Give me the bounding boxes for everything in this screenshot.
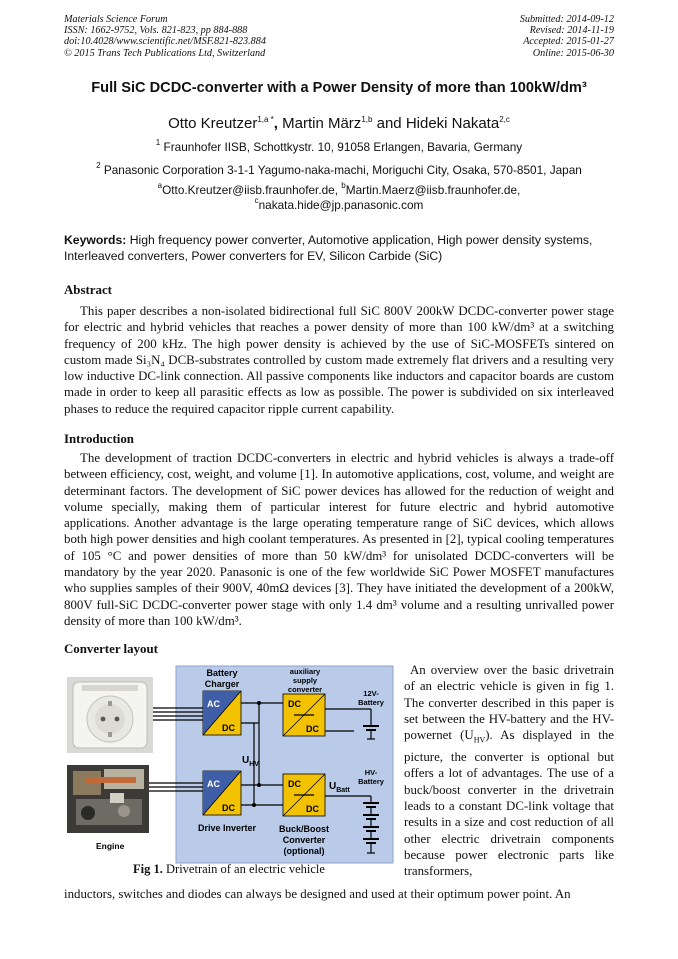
accepted-date: Accepted: 2015-01-27 <box>523 36 614 48</box>
author-name: Martin März <box>282 115 362 132</box>
converter-layout-heading: Converter layout <box>64 642 158 656</box>
dc-label: DC <box>306 724 319 734</box>
email-mark: c <box>254 196 259 205</box>
junction-dot <box>257 701 261 705</box>
battery-12v-label: 12V- <box>363 689 379 698</box>
aux-converter-label: converter <box>287 685 323 694</box>
abstract-body: This paper describes a non-isolated bidirectional full SiC 800V 200kW DCDC-converter power stage for electric and hybrid vehicles that reaches a power density of more than 100 kW/dm³ at a switching frequency of 200 kHz. The high power density is achieved by the use of SiC-MOSFETs sintered on custom made Si₃N₄ DCB-substrates controlled by custom made extremely flat drivers and a resulting very low inductive DC-link connection. All passive components like inductors and capacitor boards are custom made in order to keep all parasitic effects as low as possible. The power is subdivided on six interleaved phases to reduce the required capacitor ripple current capability. <box>64 304 614 416</box>
uhv-subscript: HV <box>249 761 259 768</box>
drive-inverter-label: Drive Inverter <box>197 823 257 833</box>
junction-dot <box>257 783 261 787</box>
affil-text: Panasonic Corporation 3-1-1 Yagumo-naka-machi, Moriguchi City, Osaka, 570-8501, Japan <box>100 163 582 177</box>
keywords <box>64 232 614 264</box>
buck-boost-label: Converter <box>282 835 326 845</box>
affil-number: 2 <box>96 161 101 170</box>
converter-layout-body <box>404 662 614 879</box>
engine-label: Engine <box>96 841 125 851</box>
ac-label: AC <box>207 699 220 709</box>
affiliation-2 <box>0 161 678 177</box>
author-name: Hideki Nakata <box>405 115 500 132</box>
introduction-heading: Introduction <box>64 432 134 446</box>
paper-title: Full SiC DCDC-converter with a Power Density of more than 100kW/dm³ <box>91 80 587 96</box>
converter-layout-continuation: inductors, switches and diodes can always be designed and used at their optimum power point. An <box>64 887 571 901</box>
aux-converter-label: supply <box>292 676 318 685</box>
buck-boost-label: Buck/Boost <box>278 824 330 834</box>
revised-date: Revised: 2014-11-19 <box>529 25 614 37</box>
figure-caption-label: Fig 1. <box>133 862 163 876</box>
submission-dates <box>520 14 614 59</box>
doi-line: doi:10.4028/www.scientific.net/MSF.821-823.884 <box>64 36 266 48</box>
affil-text: Fraunhofer IISB, Schottkystr. 10, 91058 Erlangen, Bavaria, Germany <box>160 140 523 154</box>
email-address: Otto.Kreutzer@iisb.fraunhofer.de, <box>162 183 342 197</box>
author-affil-mark: 2,c <box>499 115 510 124</box>
drivetrain-figure <box>64 663 394 878</box>
ubatt-symbol: U <box>329 781 337 792</box>
battery-12v-label: Battery <box>358 698 384 707</box>
copyright-line: © 2015 Trans Tech Publications Ltd, Switzerland <box>64 47 266 59</box>
issn-line: ISSN: 1662-9752, Vols. 821-823, pp 884-888 <box>64 25 248 37</box>
dc-label: DC <box>222 803 235 813</box>
body-text: An overview over the basic drivetrain of an electric vehicle is given in fig 1. The converter described in this paper is set between the HV-battery and the HV-powernet (U <box>404 663 614 743</box>
dc-label: DC <box>222 723 235 733</box>
power-socket-image <box>67 677 153 753</box>
author-name: Otto Kreutzer <box>168 115 258 132</box>
dc-label: DC <box>288 699 301 709</box>
abstract-heading: Abstract <box>64 283 112 297</box>
keywords-label: Keywords: <box>64 233 127 247</box>
dc-label: DC <box>306 804 319 814</box>
email-line-2 <box>0 196 678 212</box>
battery-charger-label: Charger <box>204 679 240 689</box>
body-text: ). As displayed in the picture, the converter is optional but offers a lot of advantages. The use of a buck/boost converter in the drivetrain leads to a constant DC-link voltage that results in a size and cost reduction of all other electric drivetrain components because power electronic parts like transformers, <box>404 728 614 879</box>
email-address: nakata.hide@jp.panasonic.com <box>258 198 424 212</box>
author-separator: , <box>273 115 283 132</box>
uhv-symbol: U <box>242 755 250 766</box>
buck-boost-label: (optional) <box>283 846 325 856</box>
affil-number: 1 <box>155 138 161 147</box>
online-date: Online: 2015-06-30 <box>532 47 614 59</box>
figure-caption <box>64 862 394 877</box>
dc-label: DC <box>288 779 301 789</box>
ac-label: AC <box>207 779 220 789</box>
engine-image <box>67 765 149 833</box>
journal-info <box>64 14 266 59</box>
email-line-1 <box>0 181 678 197</box>
author-separator: and <box>372 115 406 132</box>
author-list <box>0 115 678 132</box>
junction-dot <box>252 803 256 807</box>
author-affil-mark: 1,a * <box>257 115 274 124</box>
ubatt-subscript: Batt <box>336 787 350 794</box>
email-mark: b <box>341 181 346 190</box>
affiliation-1 <box>0 138 678 154</box>
hv-battery-label: Battery <box>358 777 384 786</box>
journal-name: Materials Science Forum <box>64 14 168 25</box>
email-address: Martin.Maerz@iisb.fraunhofer.de, <box>345 183 521 197</box>
figure-caption-text: Drivetrain of an electric vehicle <box>162 862 325 876</box>
battery-charger-label: Battery <box>206 668 238 678</box>
hv-battery-label: HV- <box>364 768 378 777</box>
author-affil-mark: 1,b <box>361 115 373 124</box>
keywords-text: High frequency power converter, Automotive application, High power density systems, Interleaved converters, Power converters for EV, Silicon Carbide (SiC) <box>64 233 593 263</box>
body-subscript: HV <box>473 735 486 745</box>
email-mark: a <box>157 181 163 190</box>
introduction-body: The development of traction DCDC-converters in electric and hybrid vehicles is always a trade-off between efficiency, cost, weight, and volume [1]. In automotive applications, cost, volume, and weight are determinant factors. The development of SiC power devices has allowed for the reduction of weight and volume specially, making them of particular interest for future electric and hybrid automotive applications. Another advantage is the large operating temperature range of SiC devices, which allows both high power densities and high coolant temperatures. As presented in [2], typical cooling temperatures of 105 °C and power densities of more than 50 kW/dm³ for unisolated DCDC-converters will be mandatory by the year 2020. Panasonic is one of the few worldwide SiC Power MOSFET manufactures who supplies samples of their 900V, 40mΩ devices [3]. They have initiated the development of a 200kW, 800V full-SiC DCDC-converter power stage with only 1.4 dm³ volume and a resulting unrivalled power density of more than 100 kW/dm³. <box>64 451 614 628</box>
submitted-date: Submitted: 2014-09-12 <box>519 14 614 25</box>
aux-converter-label: auxiliary <box>289 667 321 676</box>
